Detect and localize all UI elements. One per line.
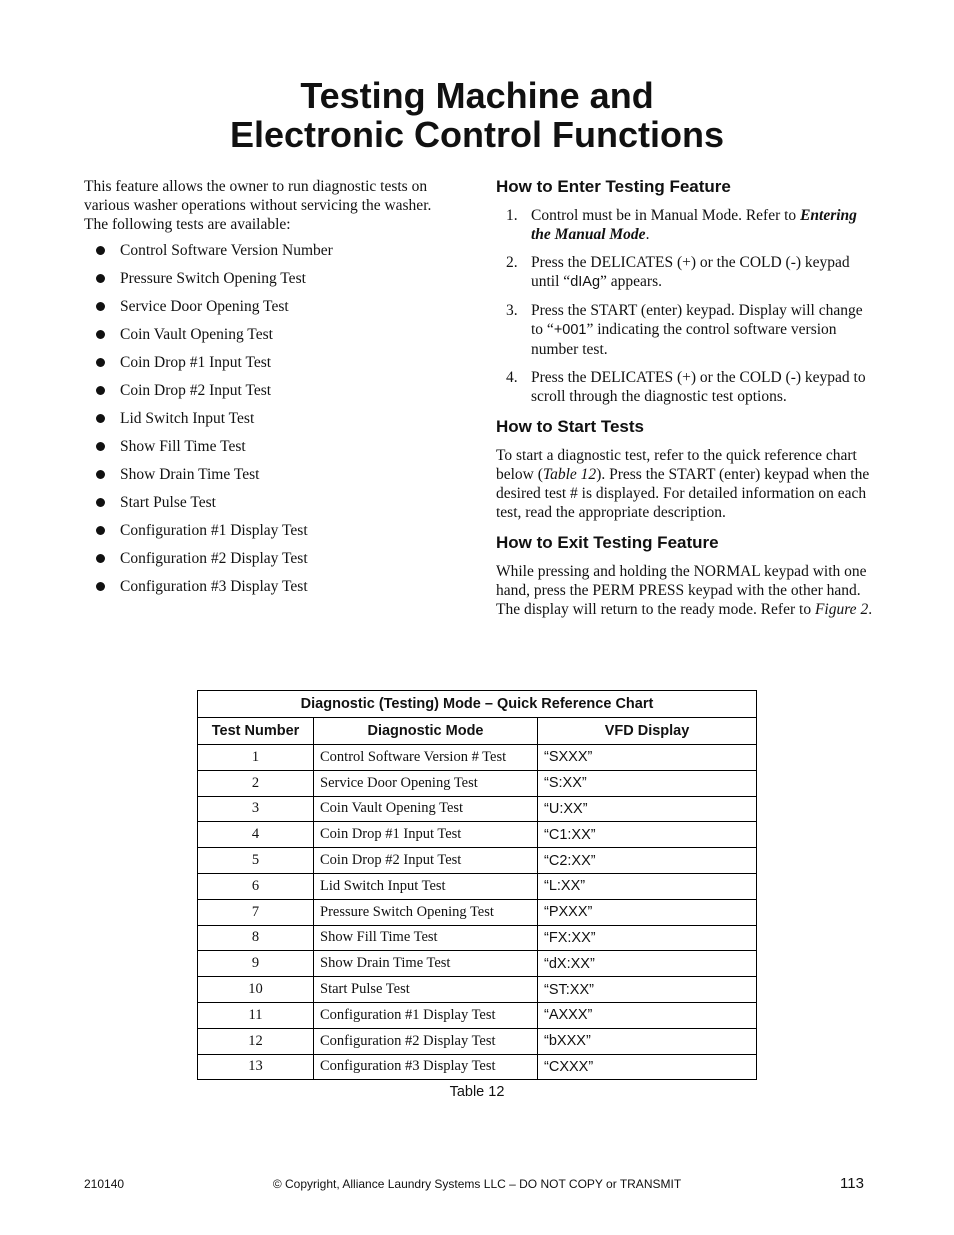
diagnostic-mode-cell: Lid Switch Input Test [314, 873, 538, 899]
intro-paragraph: This feature allows the owner to run diagnostic tests on various washer operations without servicing the washer. The following tests are available: [84, 178, 432, 233]
vfd-display-cell: “CXXX” [538, 1054, 757, 1080]
list-item: Coin Vault Opening Test [84, 325, 454, 344]
list-item: Show Fill Time Test [84, 437, 454, 456]
list-item: Control Software Version Number [84, 241, 454, 260]
bullet-icon [96, 246, 105, 255]
vfd-display-cell: “dX:XX” [538, 951, 757, 977]
table-row [198, 745, 757, 771]
exit-heading: How to Exit Testing Feature [496, 533, 719, 552]
list-item: Configuration #3 Display Test [84, 577, 454, 596]
vfd-display-cell: “ST:XX” [538, 977, 757, 1003]
bullet-icon [96, 274, 105, 283]
table-reference: Table 12 [542, 466, 597, 483]
diagnostic-mode-cell: Show Drain Time Test [314, 951, 538, 977]
exit-paragraph: While pressing and holding the NORMAL keypad with one hand, press the PERM PRESS keypad with the other hand. The display will return to the ready mode. Refer to Figure 2. [496, 563, 873, 618]
table-row [198, 951, 757, 977]
table-row [198, 822, 757, 848]
vfd-display-cell: “AXXX” [538, 1002, 757, 1028]
table-caption: Table 12 [449, 1084, 505, 1100]
document-id: 210140 [84, 1177, 125, 1191]
list-item: Start Pulse Test [84, 493, 454, 512]
step-2: 2. Press the DELICATES (+) or the COLD (-) keypad until “dIAg” appears. [506, 254, 850, 290]
table-row [198, 796, 757, 822]
test-number-cell: 7 [198, 899, 314, 925]
test-number-cell: 1 [198, 745, 314, 771]
copyright-notice: © Copyright, Alliance Laundry Systems LLC – DO NOT COPY or TRANSMIT [272, 1177, 682, 1191]
column-header: Diagnostic Mode [314, 718, 538, 745]
bullet-icon [96, 386, 105, 395]
test-number-cell: 5 [198, 848, 314, 874]
vfd-display-cell: “FX:XX” [538, 925, 757, 951]
table-row [198, 1028, 757, 1054]
diagnostic-mode-cell: Coin Drop #1 Input Test [314, 822, 538, 848]
list-item: Configuration #2 Display Test [84, 549, 454, 568]
test-number-cell: 2 [198, 770, 314, 796]
test-number-cell: 10 [198, 977, 314, 1003]
display-code: +001 [553, 322, 587, 338]
available-tests-list [84, 241, 454, 596]
vfd-display-cell: “C1:XX” [538, 822, 757, 848]
table-row [198, 925, 757, 951]
display-code: dIAg [570, 274, 601, 290]
step-3: 3. Press the START (enter) keypad. Display will change to “+001” indicating the control software version number test. [506, 302, 863, 358]
start-paragraph: To start a diagnostic test, refer to the quick reference chart below (Table 12). Press the START (enter) keypad when the desired test # is displayed. For detailed information on each test, read the appropriate description. [496, 447, 870, 521]
diagnostic-mode-cell: Configuration #2 Display Test [314, 1028, 538, 1054]
page-title [0, 76, 954, 154]
diagnostic-mode-cell: Coin Vault Opening Test [314, 796, 538, 822]
list-item: Coin Drop #1 Input Test [84, 353, 454, 372]
bullet-icon [96, 498, 105, 507]
diagnostic-mode-cell: Configuration #1 Display Test [314, 1002, 538, 1028]
right-column [496, 177, 874, 619]
list-item: Pressure Switch Opening Test [84, 269, 454, 288]
vfd-display-cell: “L:XX” [538, 873, 757, 899]
start-heading: How to Start Tests [496, 417, 644, 436]
column-header: VFD Display [538, 718, 757, 745]
diagnostic-mode-cell: Configuration #3 Display Test [314, 1054, 538, 1080]
bullet-icon [96, 582, 105, 591]
bullet-icon [96, 302, 105, 311]
bullet-icon [96, 414, 105, 423]
step-4: 4. Press the DELICATES (+) or the COLD (-) keypad to scroll through the diagnostic test options. [506, 369, 866, 405]
enter-heading: How to Enter Testing Feature [496, 177, 731, 196]
vfd-display-cell: “SXXX” [538, 745, 757, 771]
table-title: Diagnostic (Testing) Mode – Quick Reference Chart [198, 691, 757, 718]
bullet-icon [96, 330, 105, 339]
test-number-cell: 11 [198, 1002, 314, 1028]
table-row [198, 1054, 757, 1080]
table-row [198, 770, 757, 796]
table-row [198, 977, 757, 1003]
table-row [198, 873, 757, 899]
bullet-icon [96, 526, 105, 535]
table-row [198, 848, 757, 874]
vfd-display-cell: “bXXX” [538, 1028, 757, 1054]
test-number-cell: 4 [198, 822, 314, 848]
figure-reference: Figure 2 [814, 601, 869, 618]
column-header: Test Number [198, 718, 314, 745]
bullet-icon [96, 554, 105, 563]
diagnostic-mode-cell: Control Software Version # Test [314, 745, 538, 771]
list-item: Coin Drop #2 Input Test [84, 381, 454, 400]
vfd-display-cell: “PXXX” [538, 899, 757, 925]
table-row [198, 1002, 757, 1028]
bullet-icon [96, 442, 105, 451]
list-item: Lid Switch Input Test [84, 409, 454, 428]
test-number-cell: 6 [198, 873, 314, 899]
test-number-cell: 13 [198, 1054, 314, 1080]
list-item: Show Drain Time Test [84, 465, 454, 484]
list-item: Service Door Opening Test [84, 297, 454, 316]
diagnostic-mode-cell: Service Door Opening Test [314, 770, 538, 796]
page-number: 113 [840, 1175, 864, 1192]
enter-steps [496, 206, 874, 406]
vfd-display-cell: “U:XX” [538, 796, 757, 822]
vfd-display-cell: “C2:XX” [538, 848, 757, 874]
test-number-cell: 3 [198, 796, 314, 822]
left-column [84, 177, 454, 605]
title-line-1: Testing Machine and [300, 75, 654, 116]
quick-reference-table [197, 690, 757, 1080]
title-line-2: Electronic Control Functions [229, 114, 724, 155]
vfd-display-cell: “S:XX” [538, 770, 757, 796]
bullet-icon [96, 358, 105, 367]
diagnostic-mode-cell: Start Pulse Test [314, 977, 538, 1003]
test-number-cell: 12 [198, 1028, 314, 1054]
table-row [198, 899, 757, 925]
list-item: Configuration #1 Display Test [84, 521, 454, 540]
bullet-icon [96, 470, 105, 479]
step-1: 1. Control must be in Manual Mode. Refer to Entering the Manual Mode. [506, 207, 857, 243]
diagnostic-mode-cell: Pressure Switch Opening Test [314, 899, 538, 925]
diagnostic-mode-cell: Show Fill Time Test [314, 925, 538, 951]
diagnostic-mode-cell: Coin Drop #2 Input Test [314, 848, 538, 874]
manual-mode-reference: Entering the Manual Mode [531, 207, 857, 243]
test-number-cell: 8 [198, 925, 314, 951]
test-number-cell: 9 [198, 951, 314, 977]
